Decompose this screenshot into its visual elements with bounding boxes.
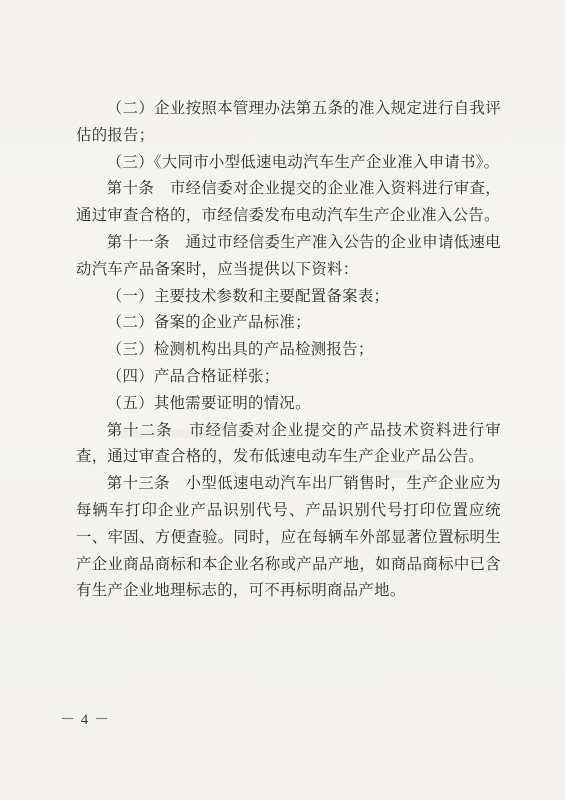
page-number: － 4 － <box>60 712 111 728</box>
list-item-other-proof: （五）其他需要证明的情况。 <box>106 393 311 412</box>
paragraph-item-2-report: （二）企业按照本管理办法第五条的准入规定进行自我评估的报告； <box>76 99 501 144</box>
list-item-test-report: （三）检测机构出具的产品检测报告； <box>106 340 374 359</box>
document-body <box>76 95 501 604</box>
paragraph-item-3-application: （三）《大同市小型低速电动汽车生产企业准入申请书》。 <box>106 152 500 171</box>
paragraph-article-11: 第十一条 通过市经信委生产准入公告的企业申请低速电动汽车产品备案时，应当提供以下资料： <box>76 232 501 278</box>
list-item-product-standard: （二）备案的企业产品标准； <box>106 313 311 332</box>
paragraph-article-12: 第十二条 市经信委对企业提交的产品技术资料进行审查，通过审查合格的，发布低速电动车生产企业产品公告。 <box>76 420 501 466</box>
list-item-certificate-sample: （四）产品合格证样张； <box>106 366 280 385</box>
list-item-technical-parameters: （一）主要技术参数和主要配置备案表； <box>106 286 390 305</box>
paragraph-article-10: 第十条 市经信委对企业提交的企业准入资料进行审查，通过审查合格的，市经信委发布电动汽车生产企业准入公告。 <box>76 179 501 225</box>
paragraph-article-13: 第十三条 小型低速电动汽车出厂销售时，生产企业应为每辆车打印企业产品识别代号、产品识别代号打印位置应统一、牢固、方便查验。同时，应在每辆车外部显著位置标明生产企业商品商标和本企业名称或产品产地，如商品商标中已含有生产企业地理标志的，可不再标明商品产地。 <box>76 474 501 600</box>
